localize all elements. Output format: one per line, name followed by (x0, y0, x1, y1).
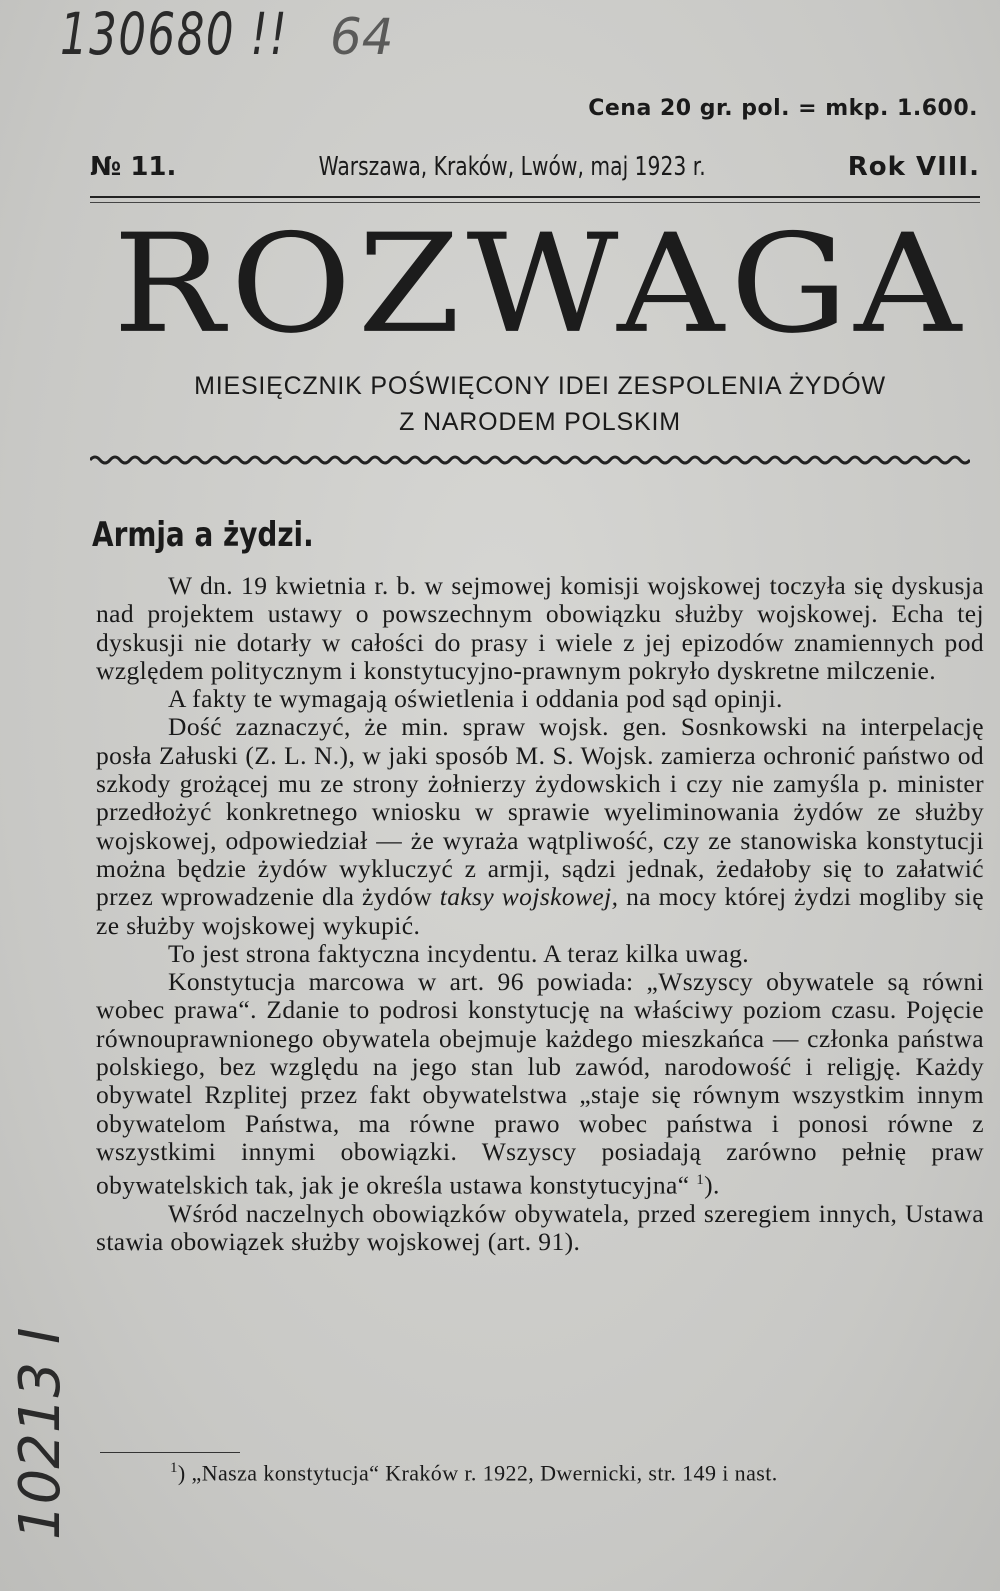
paragraph-5-end: ). (704, 1170, 720, 1200)
footnote-rule (100, 1452, 240, 1453)
masthead-title: ROZWAGA (112, 204, 968, 364)
masthead-subtitle (100, 368, 980, 440)
paragraph-3-italic: taksy wojskowej, (439, 882, 619, 912)
paragraph-5-text: Konstytucja marcowa w art. 96 powiada: „Wszyscy obywatele są równi wobec prawa“. Zdanie to podrosi konstytucję na właściwy poziom czasu. Pojęcie równouprawnionego obywatela obejmuje każdego mieszkańca — członka państwa polskiego, bez względu na jego stan lub zawód, narodowość i religję. Każdy obywatel Rzplitej przez fakt obywatelstwa „staje się równym wszystkim innym obywatelom Państwa, ma równe prawo wobec państwa i ponosi równe z wszystkimi innymi obowiązki. Wszyscy posiadają zarówno pełnię praw obywatelskich tak, jak je określa ustawa konstytucyjna“ (96, 967, 984, 1200)
handwritten-catalog-number: 130680 !! (60, 0, 289, 68)
subtitle-line-2: Z NARODEM POLSKIM (399, 408, 681, 436)
paragraph-3 (96, 713, 984, 939)
header-rule (90, 196, 980, 198)
article-body (96, 572, 984, 1257)
issue-number: № 11. (90, 152, 177, 182)
footnote-text: ) „Nasza konstytucja“ Kraków r. 1922, Dwernicki, str. 149 i nast. (177, 1460, 778, 1486)
issue-header (90, 152, 980, 192)
paragraph-1: W dn. 19 kwietnia r. b. w sejmowej komisji wojskowej toczyła się dyskusja nad projektem ustawy o powszechnym obowiązku służby wojskowej. Echa tej dyskusji nie dotarły w całości do prasy i wiele z jej epizodów znamiennych pod względem politycznym i konstytucyjno-prawnym pokryło dyskretne milczenie. (96, 571, 984, 685)
footnote (170, 1460, 778, 1486)
decorative-wavy-rule (90, 450, 970, 470)
paragraph-6: Wśród naczelnych obowiązków obywatela, przed szeregiem innych, Ustawa stawia obowiązek służby wojskowej (art. 91). (96, 1199, 984, 1257)
footnote-marker: 1 (170, 1460, 178, 1476)
paragraph-5 (96, 968, 984, 1200)
paragraph-3-text-a: Dość zaznaczyć, że min. spraw wojsk. gen. Sosnkowski na interpelację posła Załuski (Z. L. N.), w jaki sposób M. S. Wojsk. zamierza ochronić państwo od szkody grożącej mu ze strony żołnierzy żydowskich i czy nie zamyśla p. minister przedłożyć konkretnego wniosku w sprawie wyeliminowania żydów ze służby wojskowej, odpowiedział — że wyraża wątpliwość, czy ze stanowiska konstytucji można będzie żydów wykluczyć z armji, sądzi jednak, żedałoby się to załatwić przez wprowadzenie dla żydów (96, 712, 984, 912)
handwritten-side-number: 10213 I (8, 1327, 73, 1540)
handwritten-mark: 64 (330, 8, 394, 66)
paragraph-4: To jest strona faktyczna incydentu. A teraz kilka uwag. (168, 938, 750, 968)
subtitle-line-1: MIESIĘCZNIK POŚWIĘCONY IDEI ZESPOLENIA ŻYDÓW (194, 372, 886, 400)
place-date: Warszawa, Kraków, Lwów, maj 1923 r. (318, 152, 706, 182)
paragraph-2: A fakty te wymagają oświetlenia i oddania pod sąd opinji. (168, 684, 783, 714)
paragraph-3-text-b: na mocy której żydzi mogliby się ze służby wojskowej wykupić. (96, 882, 984, 940)
footnote-reference: 1 (696, 1172, 705, 1189)
header-rule-thin (90, 202, 980, 203)
price-line: Cena 20 gr. pol. = mkp. 1.600. (588, 96, 978, 121)
volume-year: Rok VIII. (847, 152, 980, 182)
article-headline: Armja a żydzi. (92, 515, 314, 555)
